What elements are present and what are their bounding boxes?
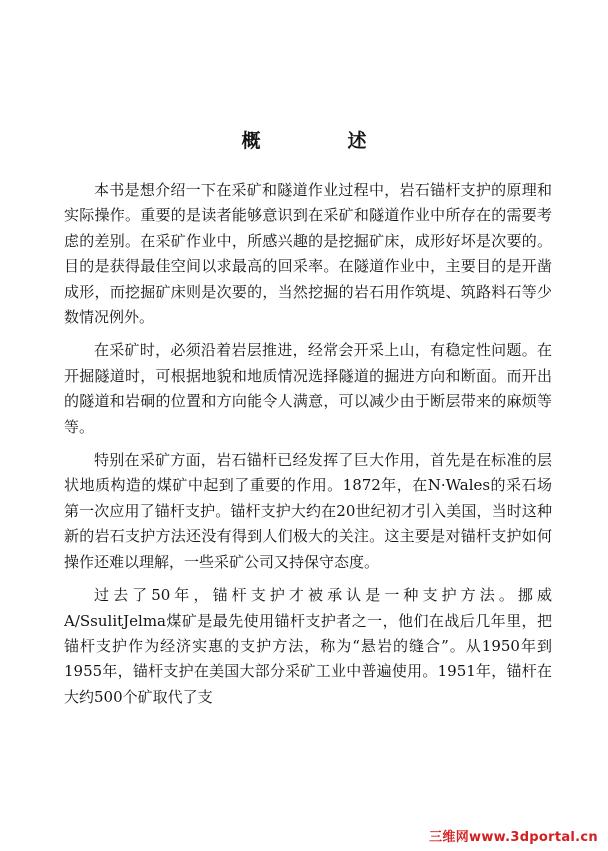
page-title: 概 述 [241, 130, 401, 152]
paragraph-1: 本书是想介绍一下在采矿和隧道作业过程中，岩石锚杆支护的原理和实际操作。重要的是读者能够意识到在采矿和隧道作业中所存在的需要考虑的差别。在采矿作业中，所感兴趣的是挖掘矿床，成形好坏是次要的。目的是获得最佳空间以求最高的回采率。在隧道作业中，主要目的是开凿成形，而挖掘矿床则是次要的，当然挖掘的岩石用作筑堤、筑路料石等少数情况例外。 [64, 181, 552, 327]
paragraph-4: 过去了50年，锚杆支护才被承认是一种支护方法。挪威A/SsulitJelma煤矿是最先使用锚杆支护者之一，他们在战后几年里，把锚杆支护作为经济实惠的支护方法，称为“悬岩的缝合”。从1950年到1955年，锚杆支护在美国大部分采矿工业中普遍使用。1951年，锚杆在大约500个矿取代了支 [64, 586, 552, 706]
paragraph-3: 特别在采矿方面，岩石锚杆已经发挥了巨大作用，首先是在标准的层状地质构造的煤矿中起到了重要的作用。1872年，在N·Wales的采石场第一次应用了锚杆支护。锚杆支护大约在20世纪初才引入美国，当时这种新的岩石支护方法还没有得到人们极大的关注。这主要是对锚杆支护如何操作还难以理解，一些采矿公司又持保守态度。 [64, 451, 552, 571]
body-text [64, 178, 552, 718]
watermark-logo: 三维网www.3dportal.cn [429, 830, 598, 845]
paragraph-2: 在采矿时，必须沿着岩层推进，经常会开采上山，有稳定性问题。在开掘隧道时，可根据地貌和地质情况选择隧道的掘进方向和断面。而开出的隧道和岩硐的位置和方向能令人满意，可以减少由于断层带来的麻烦等等。 [64, 341, 552, 436]
